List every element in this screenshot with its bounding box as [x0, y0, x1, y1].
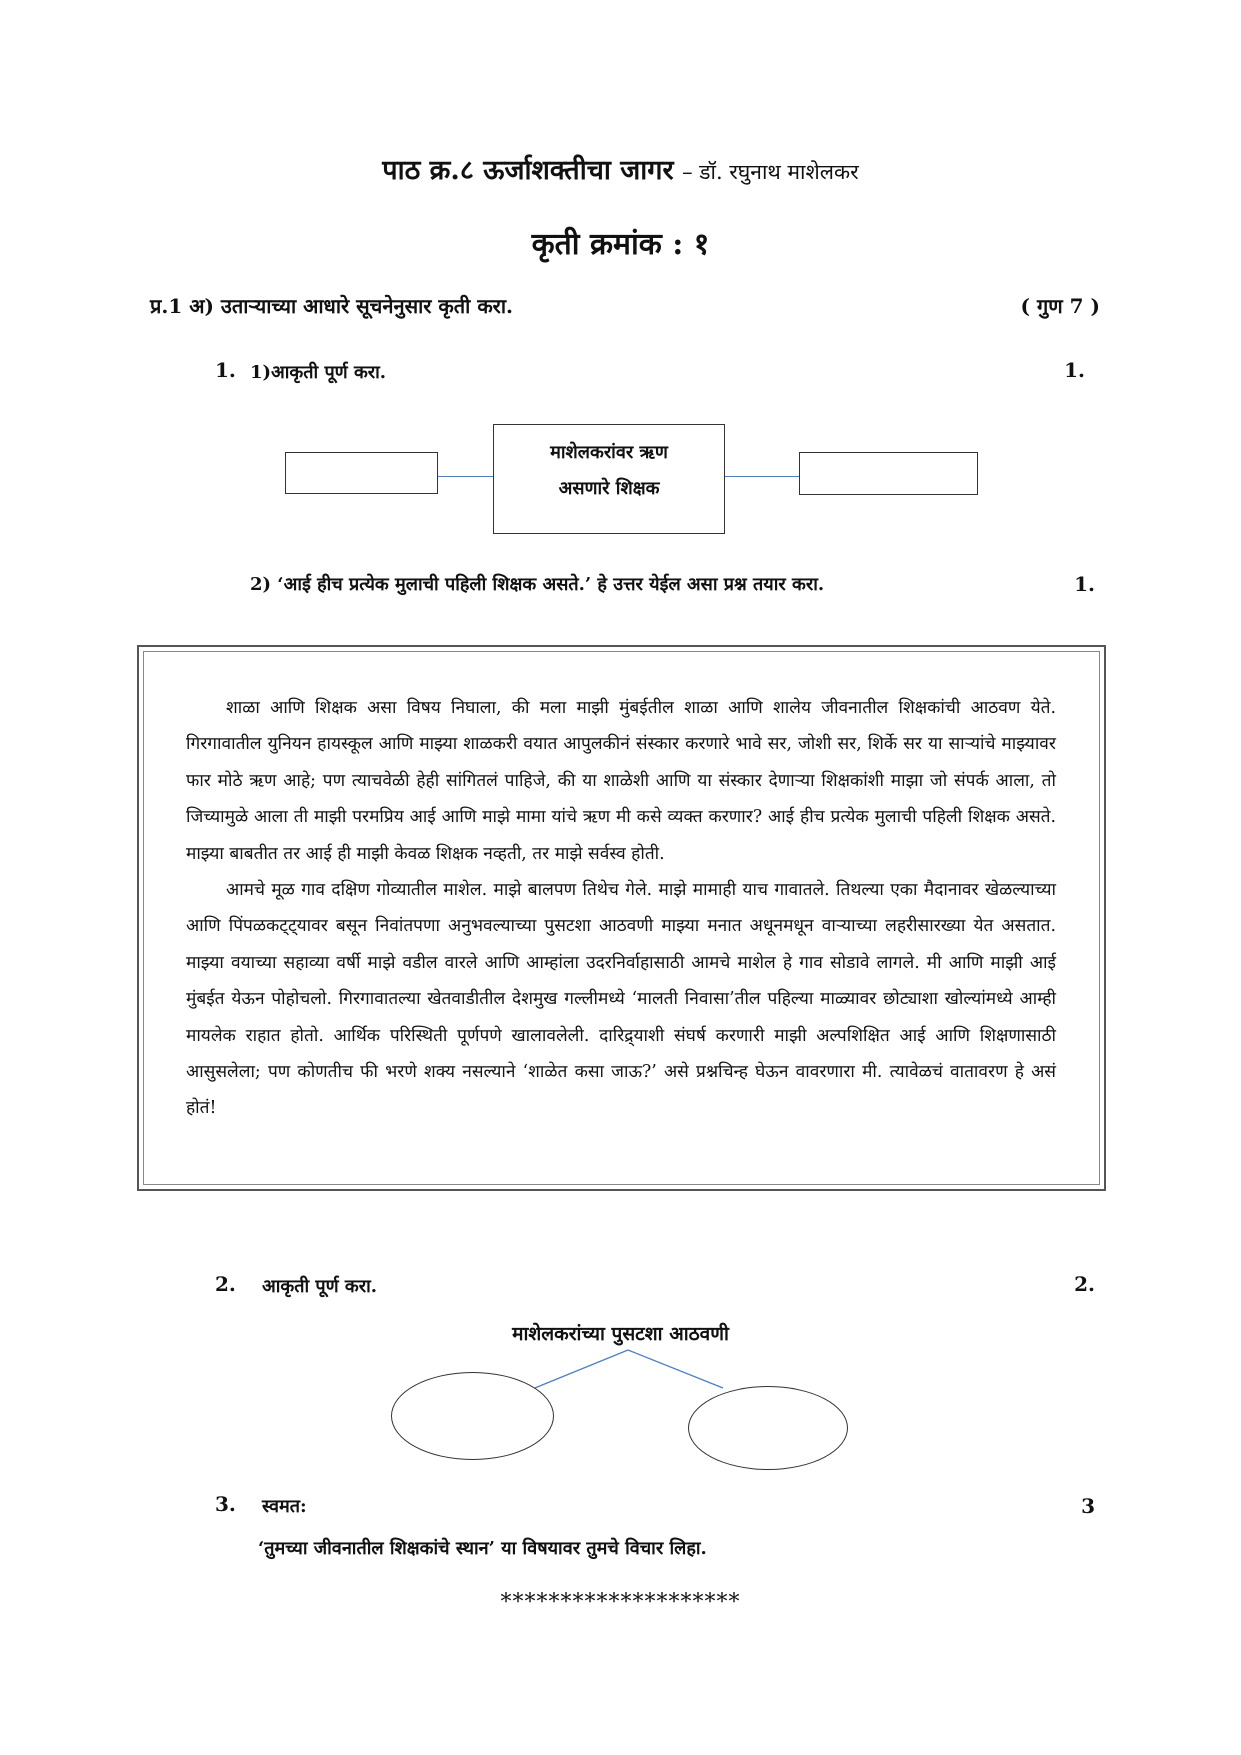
item2-text: आकृती पूर्ण करा.: [262, 1276, 378, 1297]
connector-left-ellipse: [525, 1350, 628, 1392]
item3-prompt: ‘तुमच्या जीवनातील शिक्षकांचे स्थान’ या विषयावर तुमचे विचार लिहा.: [258, 1538, 707, 1559]
passage-paragraph-1: शाळा आणि शिक्षक असा विषय निघाला, की मला माझी मुंबईतील शाळा आणि शालेय जीवनातील शिक्षकांची आठवण येते. गिरगावातील युनियन हायस्कूल आणि माझ्या शाळकरी वयात आपुलकीनं संस्कार करणारे भावे सर, जोशी सर, शिर्के सर या साऱ्यांचे माझ्यावर फार मोठे ऋण आहे; पण त्याचवेळी हेही सांगितलं पाहिजे, की या शाळेशी आणि या संस्कार देणाऱ्या शिक्षकांशी माझा जो संपर्क आला, तो जिच्यामुळे आला ती माझी परमप्रिय आई आणि माझे मामा यांचे ऋण मी कसे व्यक्त करणार? आई हीच प्रत्येक मुलाची पहिली शिक्षक असते. माझ्या बाबतीत तर आई ही माझी केवळ शिक्षक नव्हती, तर माझे सर्वस्व होती.: [186, 698, 1056, 864]
item1-sub2-marks: 1.: [1074, 572, 1095, 596]
lesson-author: – डॉ. रघुनाथ माशेलकर: [682, 160, 859, 184]
item1-number: 1.: [215, 358, 236, 382]
item3-number: 3.: [215, 1492, 236, 1516]
connector-right: [725, 476, 799, 477]
answer-box-left[interactable]: [285, 452, 438, 494]
item3-text: स्वमत:: [262, 1496, 307, 1517]
end-stars: ********************: [500, 1590, 741, 1615]
answer-box-right[interactable]: [799, 452, 978, 495]
center-box-line1: माशेलकरांवर ऋण: [550, 442, 668, 463]
activity-number: कृती क्रमांक : १: [531, 227, 710, 262]
question-marks: ( गुण 7 ): [1020, 294, 1100, 318]
lesson-title: पाठ क्र.८ ऊर्जाशक्तीचा जागर: [382, 155, 674, 186]
passage-paragraph-2: आमचे मूळ गाव दक्षिण गोव्यातील माशेल. माझे बालपण तिथेच गेले. माझे मामाही याच गावातले. तिथल्या एका मैदानावर खेळल्याच्या आणि पिंपळकट्ट्यावर बसून निवांतपणा अनुभवल्याच्या पुसटशा आठवणी माझ्या मनात अधूनमधून वाऱ्याच्या लहरीसारख्या येत असतात. माझ्या वयाच्या सहाव्या वर्षी माझे वडील वारले आणि आम्हांला उदरनिर्वाहासाठी आमचे माशेल हे गाव सोडावे लागले. मी आणि माझी आई मुंबईत येऊन पोहोचलो. गिरगावातल्या खेतवाडीतील देशमुख गल्लीमध्ये ‘मालती निवासा’तील पहिल्या माळ्यावर छोट्याशा खोल्यांमध्ये आम्ही मायलेक राहात होतो. आर्थिक परिस्थिती पूर्णपणे खालावलेली. दारिद्र्याशी संघर्ष करणारी माझी अल्पशिक्षित आई आणि शिक्षणासाठी आसुसलेला; पण कोणतीच फी भरणे शक्य नसल्याने ‘शाळेत कसा जाऊ?’ असे प्रश्नचिन्ह घेऊन वावरणारा मी. त्यावेळचं वातावरण हे असं होतं!: [186, 880, 1056, 1119]
passage: [186, 690, 1056, 1127]
item3-marks: 3: [1081, 1494, 1095, 1518]
page-title: [0, 150, 1241, 187]
connector-right-ellipse: [628, 1350, 723, 1388]
question-heading: प्र.1 अ) उताऱ्याच्या आधारे सूचनेनुसार कृती करा.: [150, 294, 514, 318]
center-box-line2: असणारे शिक्षक: [558, 478, 660, 499]
memory-ellipse-left[interactable]: [391, 1372, 554, 1460]
memories-connectors: [0, 1340, 1241, 1420]
memory-ellipse-right[interactable]: [688, 1386, 848, 1470]
item1-text: 1)आकृती पूर्ण करा.: [250, 362, 387, 383]
item1-sub2-text: 2) ‘आई हीच प्रत्येक मुलाची पहिली शिक्षक असते.’ हे उत्तर येईल असा प्रश्न तयार करा.: [250, 574, 825, 595]
item1-marks: 1.: [1064, 358, 1085, 382]
teachers-center-box: [493, 424, 725, 534]
memories-label: माशेलकरांच्या पुसटशा आठवणी: [512, 1323, 729, 1345]
item2-number: 2.: [215, 1272, 236, 1296]
item2-marks: 2.: [1074, 1272, 1095, 1296]
connector-left: [438, 476, 493, 477]
